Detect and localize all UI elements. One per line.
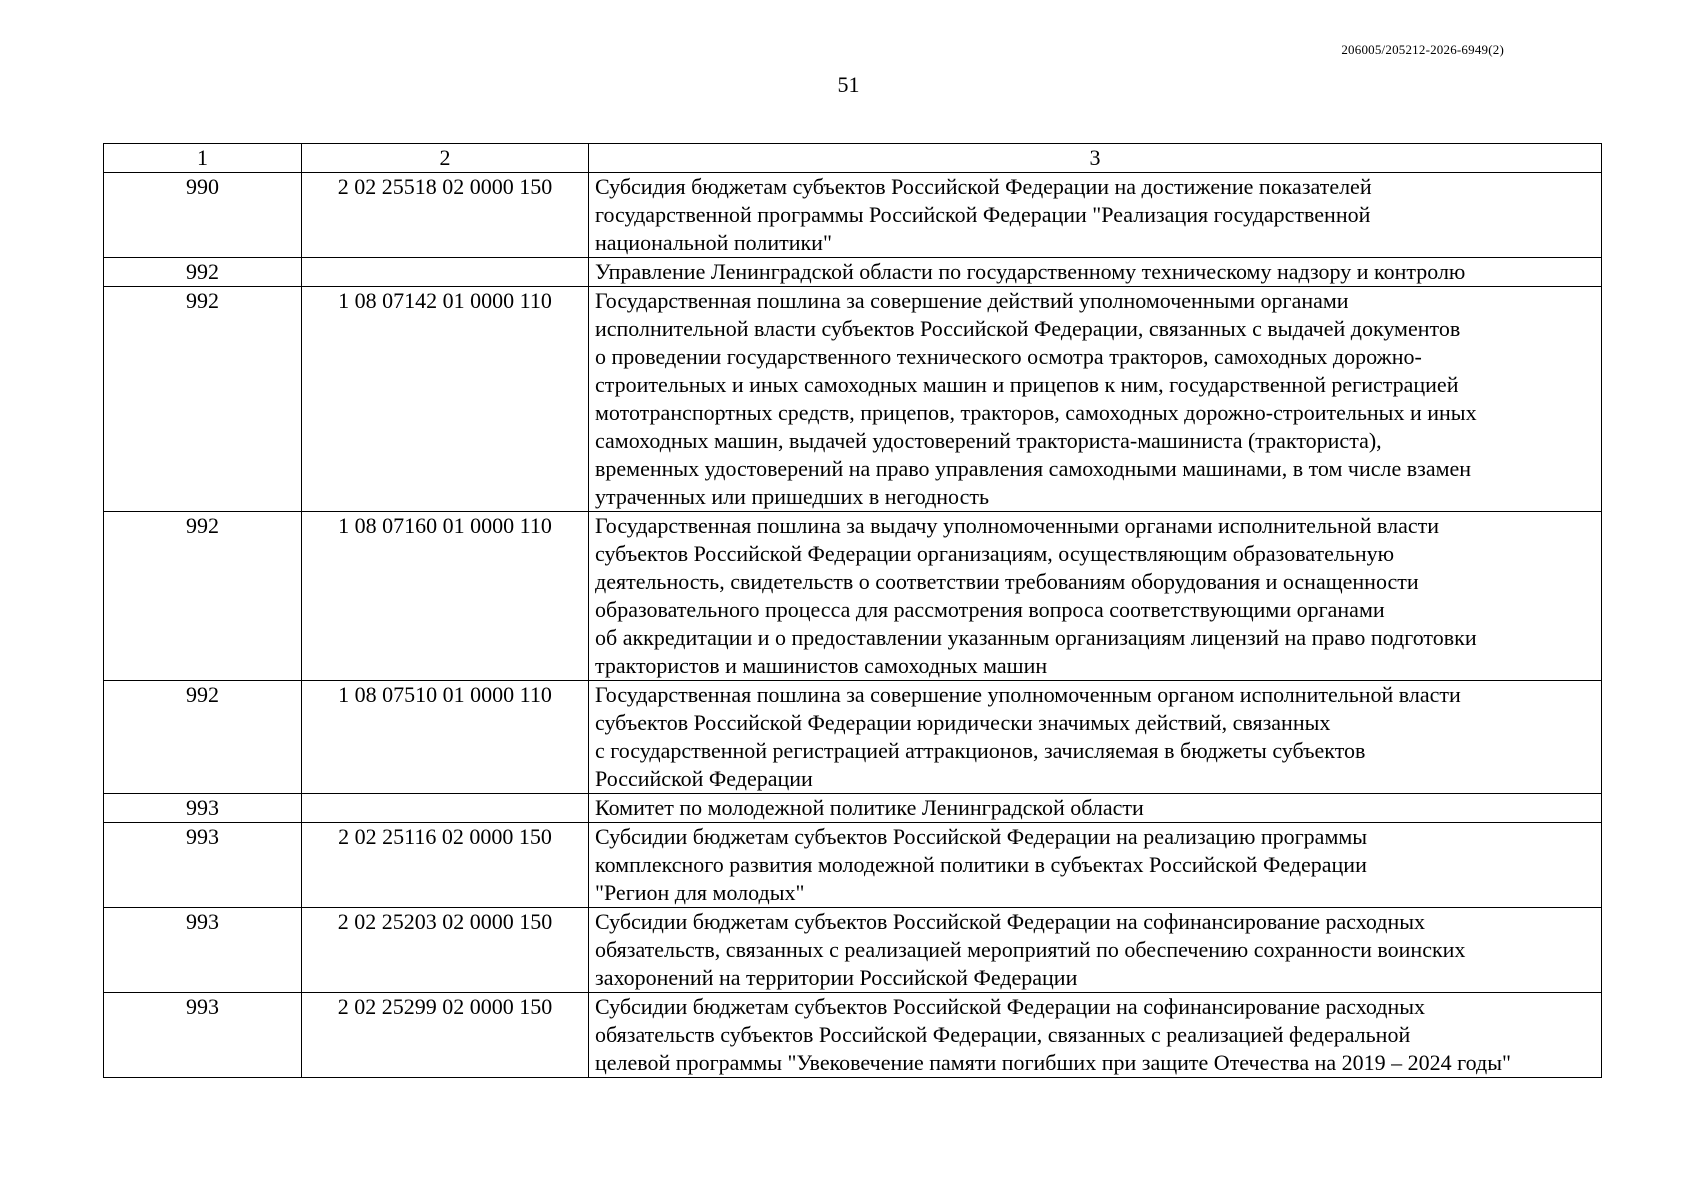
description-line: целевой программы "Увековечение памяти погибших при защите Отечества на 2019 – 2024 годы" — [595, 1050, 1511, 1075]
description-line: субъектов Российской Федерации организациям, осуществляющим образовательную — [595, 541, 1395, 566]
description-line: Комитет по молодежной политике Ленинградской области — [595, 795, 1144, 820]
description-cell — [589, 993, 1602, 1078]
description-line: исполнительной власти субъектов Российской Федерации, связанных с выдачей документов — [595, 316, 1461, 341]
admin-code-cell: 992 — [104, 681, 302, 794]
description-line: Государственная пошлина за совершение действий уполномоченными органами — [595, 288, 1349, 313]
table-row — [104, 512, 1602, 681]
description-line: с государственной регистрацией аттракционов, зачисляемая в бюджеты субъектов — [595, 738, 1366, 763]
description-line: субъектов Российской Федерации юридически значимых действий, связанных — [595, 710, 1331, 735]
budget-code-cell — [302, 258, 589, 287]
description-cell — [589, 287, 1602, 512]
admin-code-cell: 993 — [104, 823, 302, 908]
admin-code-cell: 993 — [104, 794, 302, 823]
column-header-3: 3 — [589, 144, 1602, 173]
budget-code-cell — [302, 794, 589, 823]
table-row — [104, 287, 1602, 512]
admin-code-cell: 992 — [104, 258, 302, 287]
budget-code-cell: 2 02 25299 02 0000 150 — [302, 993, 589, 1078]
description-line: комплексного развития молодежной политики в субъектах Российской Федерации — [595, 852, 1367, 877]
description-cell — [589, 258, 1602, 287]
budget-code-cell: 1 08 07142 01 0000 110 — [302, 287, 589, 512]
budget-code-cell: 2 02 25116 02 0000 150 — [302, 823, 589, 908]
description-line: трактористов и машинистов самоходных машин — [595, 653, 1048, 678]
description-line: о проведении государственного технического осмотра тракторов, самоходных дорожно- — [595, 344, 1422, 369]
description-line: государственной программы Российской Федерации "Реализация государственной — [595, 202, 1371, 227]
description-line: самоходных машин, выдачей удостоверений тракториста-машиниста (тракториста), — [595, 428, 1382, 453]
budget-code-cell: 2 02 25518 02 0000 150 — [302, 173, 589, 258]
admin-code-cell: 990 — [104, 173, 302, 258]
document-code: 206005/205212-2026-6949(2) — [1341, 42, 1504, 57]
table-body — [104, 173, 1602, 1078]
description-line: Субсидии бюджетам субъектов Российской Федерации на софинансирование расходных — [595, 909, 1426, 934]
table-row — [104, 823, 1602, 908]
column-header-2: 2 — [302, 144, 589, 173]
description-cell — [589, 823, 1602, 908]
description-cell — [589, 794, 1602, 823]
description-line: обязательств субъектов Российской Федерации, связанных с реализацией федеральной — [595, 1022, 1411, 1047]
description-line: строительных и иных самоходных машин и прицепов к ним, государственной регистрацией — [595, 372, 1459, 397]
description-line: Российской Федерации — [595, 766, 813, 791]
description-line: деятельность, свидетельств о соответствии требованиям оборудования и оснащенности — [595, 569, 1419, 594]
description-line: об аккредитации и о предоставлении указанным организациям лицензий на право подготовки — [595, 625, 1477, 650]
table-header-row — [104, 144, 1602, 173]
description-cell — [589, 512, 1602, 681]
description-cell — [589, 173, 1602, 258]
description-line: обязательств, связанных с реализацией мероприятий по обеспечению сохранности воинских — [595, 937, 1466, 962]
admin-code-cell: 993 — [104, 908, 302, 993]
description-line: Государственная пошлина за совершение уполномоченным органом исполнительной власти — [595, 682, 1461, 707]
description-line: Субсидия бюджетам субъектов Российской Федерации на достижение показателей — [595, 174, 1372, 199]
description-line: Субсидии бюджетам субъектов Российской Федерации на софинансирование расходных — [595, 994, 1426, 1019]
description-cell — [589, 681, 1602, 794]
description-line: Управление Ленинградской области по государственному техническому надзору и контролю — [595, 259, 1466, 284]
table-row — [104, 681, 1602, 794]
description-line: мототранспортных средств, прицепов, тракторов, самоходных дорожно-строительных и иных — [595, 400, 1477, 425]
admin-code-cell: 993 — [104, 993, 302, 1078]
column-header-1: 1 — [104, 144, 302, 173]
description-line: "Регион для молодых" — [595, 880, 805, 905]
table-row — [104, 993, 1602, 1078]
table-row — [104, 908, 1602, 993]
page-number: 51 — [837, 72, 860, 97]
admin-code-cell: 992 — [104, 287, 302, 512]
description-line: Субсидии бюджетам субъектов Российской Федерации на реализацию программы — [595, 824, 1368, 849]
description-line: утраченных или пришедших в негодность — [595, 484, 990, 509]
table-row — [104, 173, 1602, 258]
budget-classification-table — [103, 143, 1602, 1078]
description-line: временных удостоверений на право управления самоходными машинами, в том числе взамен — [595, 456, 1472, 481]
description-line: образовательного процесса для рассмотрения вопроса соответствующими органами — [595, 597, 1385, 622]
budget-code-cell: 1 08 07510 01 0000 110 — [302, 681, 589, 794]
admin-code-cell: 992 — [104, 512, 302, 681]
budget-code-cell: 1 08 07160 01 0000 110 — [302, 512, 589, 681]
description-line: захоронений на территории Российской Федерации — [595, 965, 1078, 990]
description-line: национальной политики" — [595, 230, 832, 255]
description-cell — [589, 908, 1602, 993]
table-row — [104, 794, 1602, 823]
description-line: Государственная пошлина за выдачу уполномоченными органами исполнительной власти — [595, 513, 1440, 538]
table-row — [104, 258, 1602, 287]
budget-code-cell: 2 02 25203 02 0000 150 — [302, 908, 589, 993]
